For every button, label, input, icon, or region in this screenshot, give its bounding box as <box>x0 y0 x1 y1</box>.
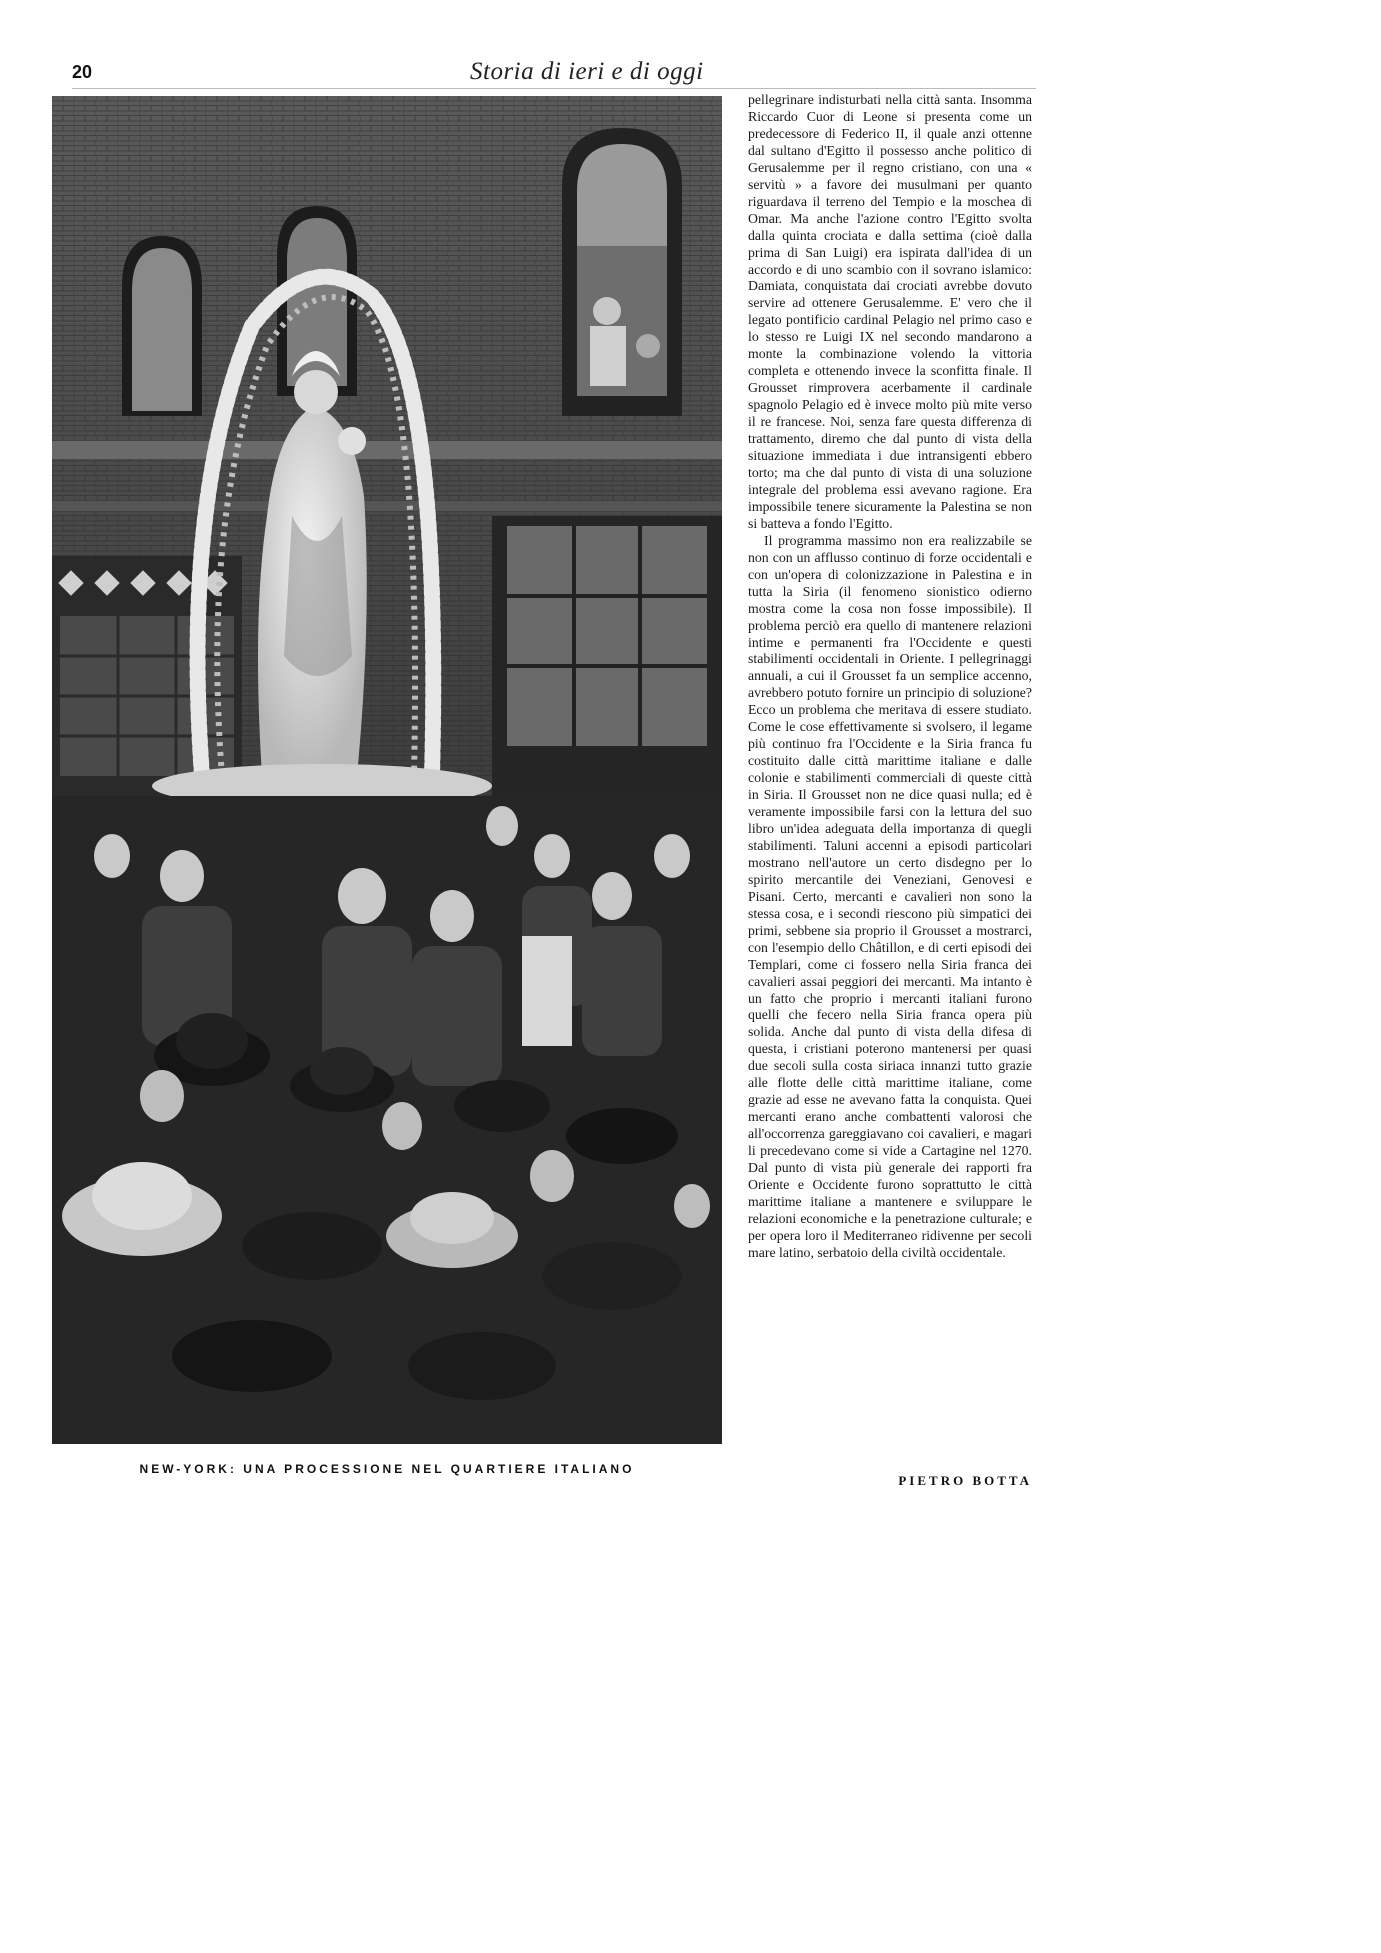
article-column <box>748 92 1032 1262</box>
procession-photo-illustration <box>52 96 722 1444</box>
running-title: Storia di ieri e di oggi <box>470 58 704 85</box>
procession-photo <box>52 96 722 1444</box>
article-paragraph: pellegrinare indisturbati nella città santa. Insomma Riccardo Cuor di Leone si presenta come un predecessore di Federico II, il quale anzi ottenne dal sultano d'Egitto il possesso anche politico di Gerusalemme per il regno cristiano, con una « servitù » a favore dei musulmani per quanto riguardava il terreno del Tempio e la moschea di Omar. Ma anche l'azione contro l'Egitto svolta dalla quinta crociata e dalla settima (cioè dalla prima di San Luigi) era ispirata dall'idea di un accordo e di uno scambio con il sovrano islamico: Damiata, conquistata dai crociati avrebbe dovuto servire ad ottenere Gerusalemme. E' vero che il legato pontificio cardinal Pelagio nel primo caso e lo stesso re Luigi IX nel secondo mandarono a monte la combinazione volendo la vittoria completa e ottenendo invece la sconfitta finale. Il Grousset rimprovera acerbamente il cardinale spagnolo Pelagio ed è invece molto più mite verso il re francese. Noi, senza fare questa differenza di trattamento, diremo che dal punto di vista della situazione immediata i due intransigenti ebbero torto; ma che dal punto di vista di una soluzione integrale del problema essi avevano ragione. Era impossibile tenere sicuramente la Palestina se non si batteva a fondo l'Egitto. <box>748 92 1032 531</box>
photo-caption: NEW-YORK: UNA PROCESSIONE NEL QUARTIERE ITALIANO <box>139 1462 635 1476</box>
article-paragraph: Il programma massimo non era realizzabile se non con un afflusso continuo di forze occidentali e con un'opera di colonizzazione in Palestina e in tutta la Siria (il fenomeno sionistico odierno mostra come la cosa non fosse impossibile). Il problema perciò era quello di mantenere relazioni intime e permanenti fra l'Occidente e questi stabilimenti occidentali in Oriente. I pellegrinaggi annuali, a cui il Grousset fa un semplice accenno, avrebbero potuto fornire un principio di soluzione? Ecco un problema che meritava di essere studiato. Come le cose effettivamente si svolsero, il legame più continuo fra l'Occidente e la Siria franca fu costituito dalle città marittime italiane e dalle colonie e stabilimenti commerciali di queste città in Siria. Il Grousset non ne dice quasi nulla; ed è veramente impossibile farsi con la lettura del suo libro un'idea adeguata della importanza di quegli stabilimenti. Taluni accenni a episodi particolari mostrano nell'autore un certo disdegno per lo spirito mercantile dei Veneziani, Genovesi e Pisani. Certo, mercanti e cavalieri non sono la stessa cosa, e i secondi riescono più simpatici dei primi, sebbene sia proprio il Grousset a mostrarci, con l'esempio dello Châtillon, e di certi episodi dei Templari, come ci fossero nella Siria franca dei cavalieri assai peggiori dei mercanti. Ma intanto è un fatto che proprio i mercanti italiani furono quelli che fecero nella Siria franca opera più solida. Anche dal punto di vista della difesa di questa, i cristiani poterono mantenersi per quasi due secoli sulla costa siriaca innanzi tutto grazie alle flotte delle città marittime italiane, come grazie ad esse ne avevano fatta la conquista. Quei mercanti erano anche combattenti valorosi che all'occorrenza gareggiavano coi cavalieri, e magari li precedevano come si vide a Cartagine nel 1270. Dal punto di vista più generale dei rapporti fra Oriente e Occidente furono soprattutto le città marittime italiane a mantenere e sviluppare le relazioni economiche e la penetrazione culturale; e per opera loro il Mediterraneo ridivenne per secoli mare latino, serbatoio della civiltà occidentale. <box>748 532 1032 1260</box>
header-rule <box>72 88 1036 89</box>
page-number: 20 <box>72 62 93 82</box>
article-author: PIETRO BOTTA <box>898 1473 1032 1488</box>
